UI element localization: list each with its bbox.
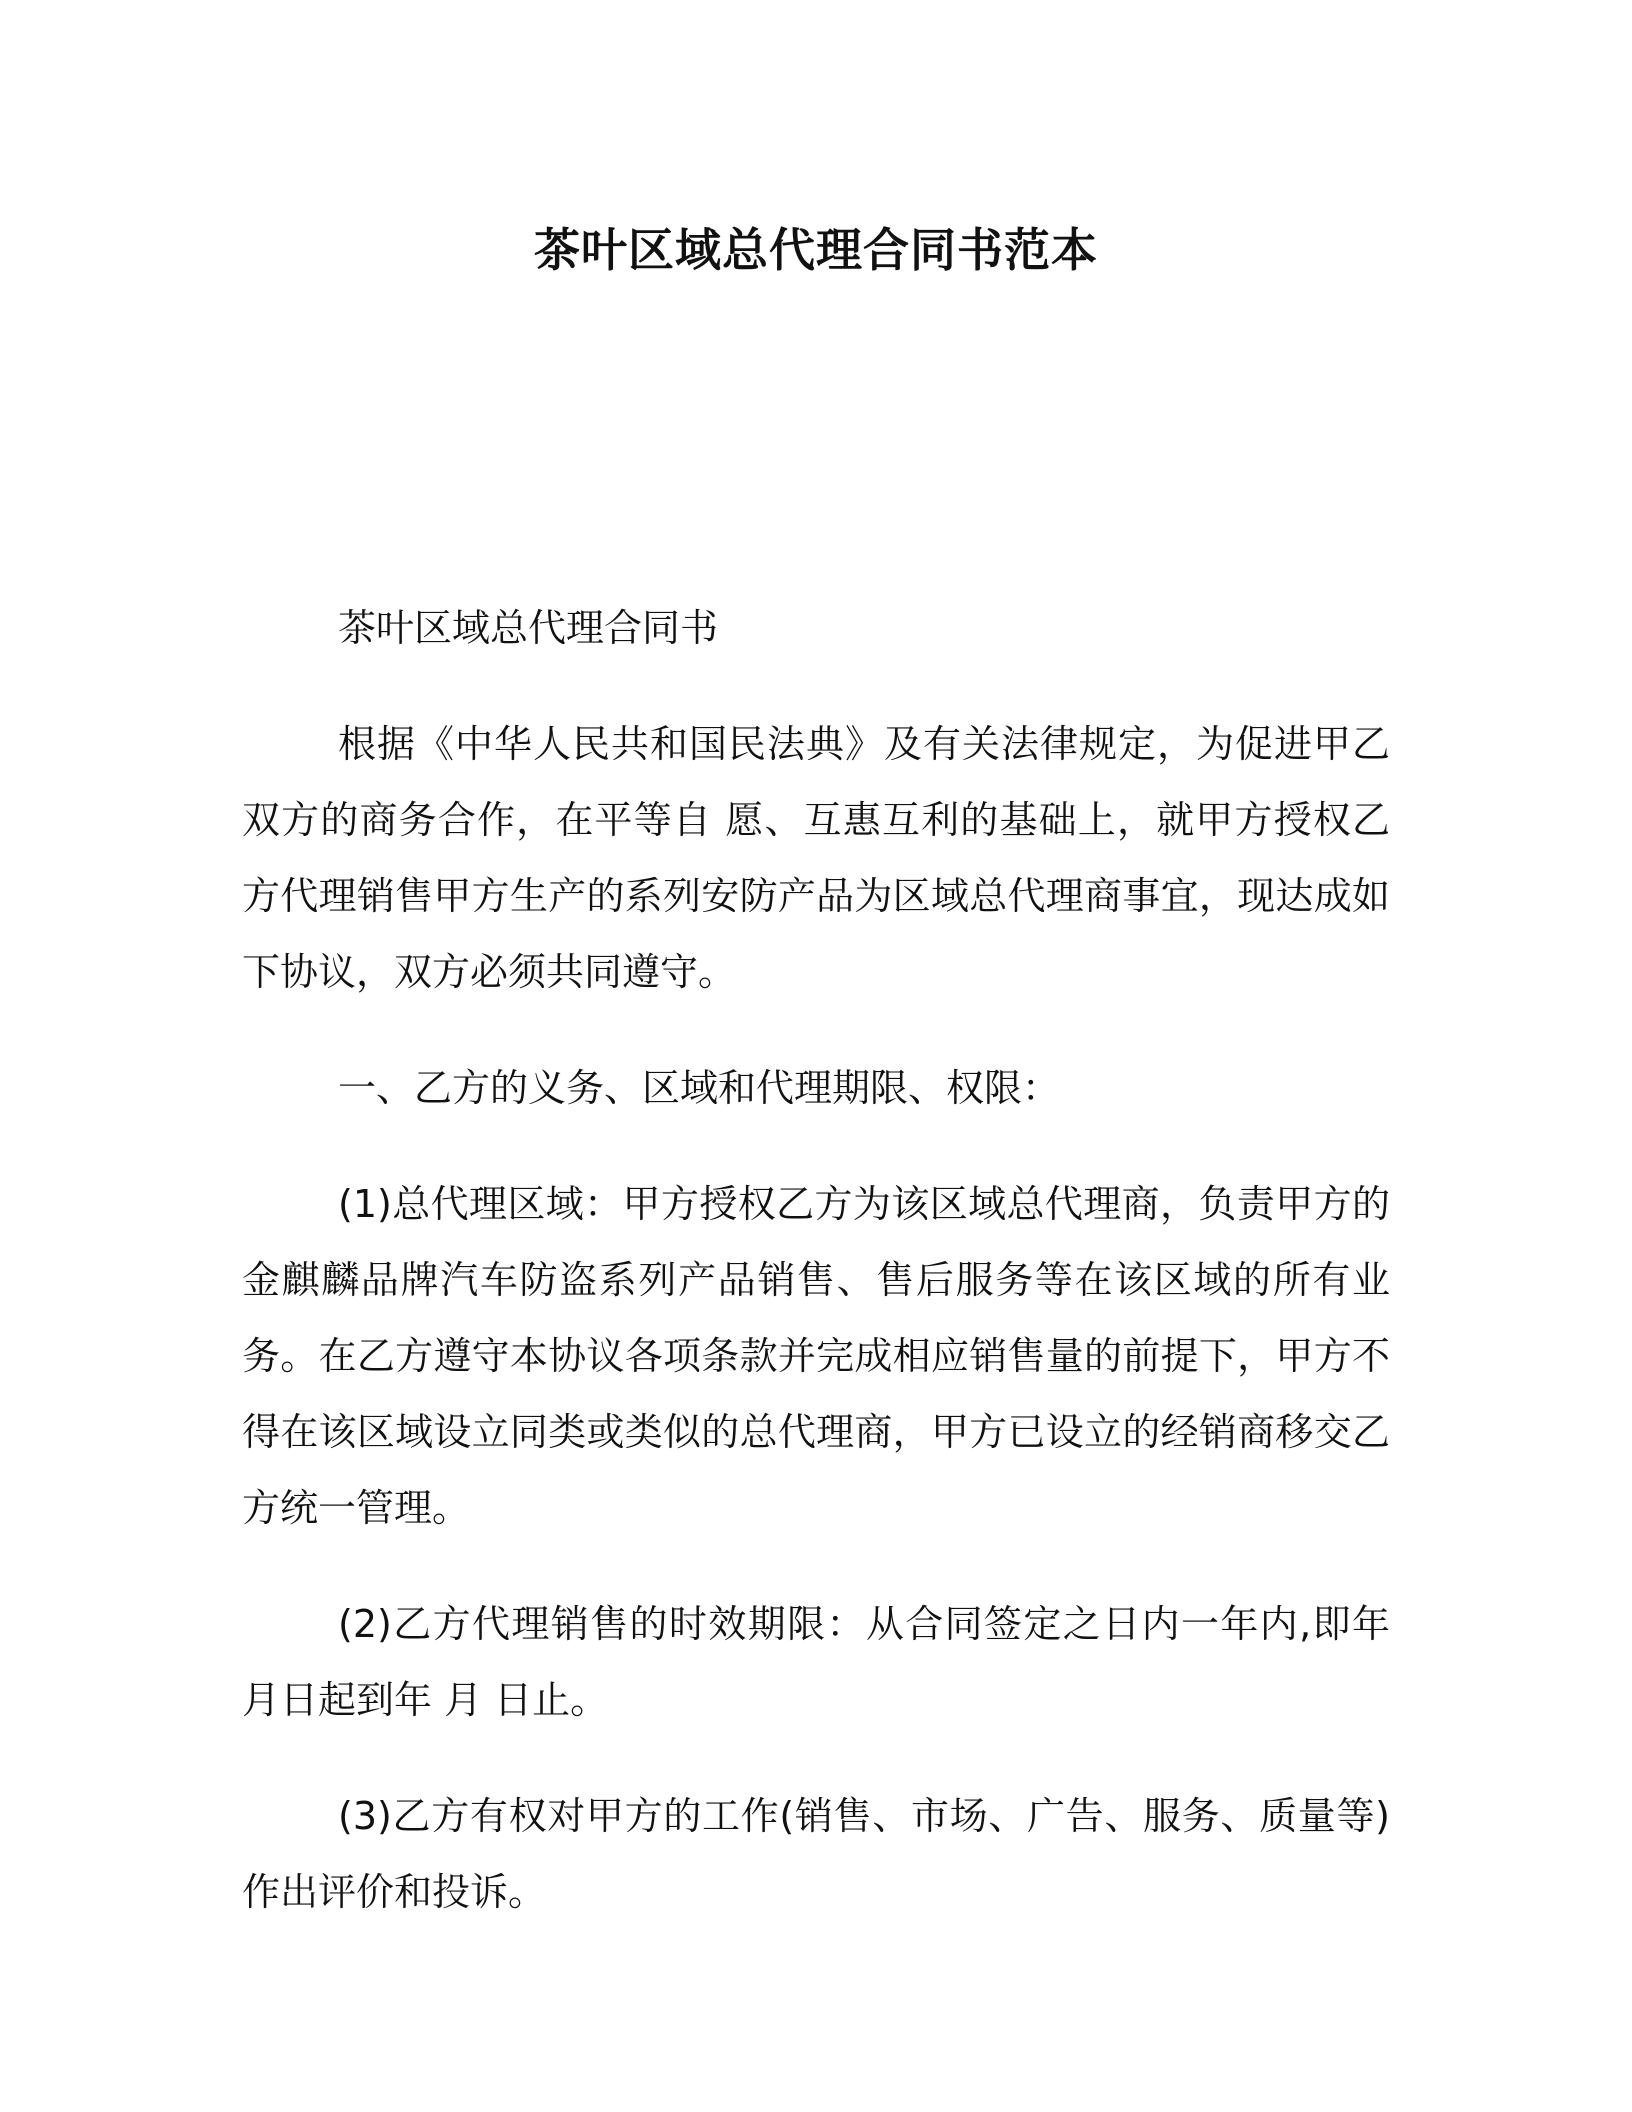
document-title: 茶叶区域总代理合同书范本 bbox=[534, 223, 1098, 277]
intro-paragraph: 根据《中华人民共和国民法典》及有关法律规定，为促进甲乙双方的商务合作，在平等自 愿、互惠互利的基础上，就甲方授权乙方代理销售甲方生产的系列安防产品为区域总代理商事宜，现达成如下协议，双方必须共同遵守。 bbox=[242, 722, 1390, 994]
contract-subtitle: 茶叶区域总代理合同书 bbox=[338, 606, 719, 650]
section-1-heading: 一、乙方的义务、区域和代理期限、权限： bbox=[338, 1066, 1061, 1110]
document-body bbox=[242, 590, 1390, 1970]
clause-3-paragraph: (3)乙方有权对甲方的工作(销售、市场、广告、服务、质量等)作出评价和投诉。 bbox=[242, 1794, 1390, 1914]
clause-2-paragraph: (2)乙方代理销售的时效期限：从合同签定之日内一年内,即年 月日起到年 月 日止。 bbox=[242, 1602, 1390, 1722]
clause-1-paragraph: (1)总代理区域：甲方授权乙方为该区域总代理商，负责甲方的金麒麟品牌汽车防盗系列产品销售、售后服务等在该区域的所有业务。在乙方遵守本协议各项条款并完成相应销售量的前提下，甲方不得在该区域设立同类或类似的总代理商，甲方已设立的经销商移交乙方统一管理。 bbox=[242, 1182, 1390, 1530]
